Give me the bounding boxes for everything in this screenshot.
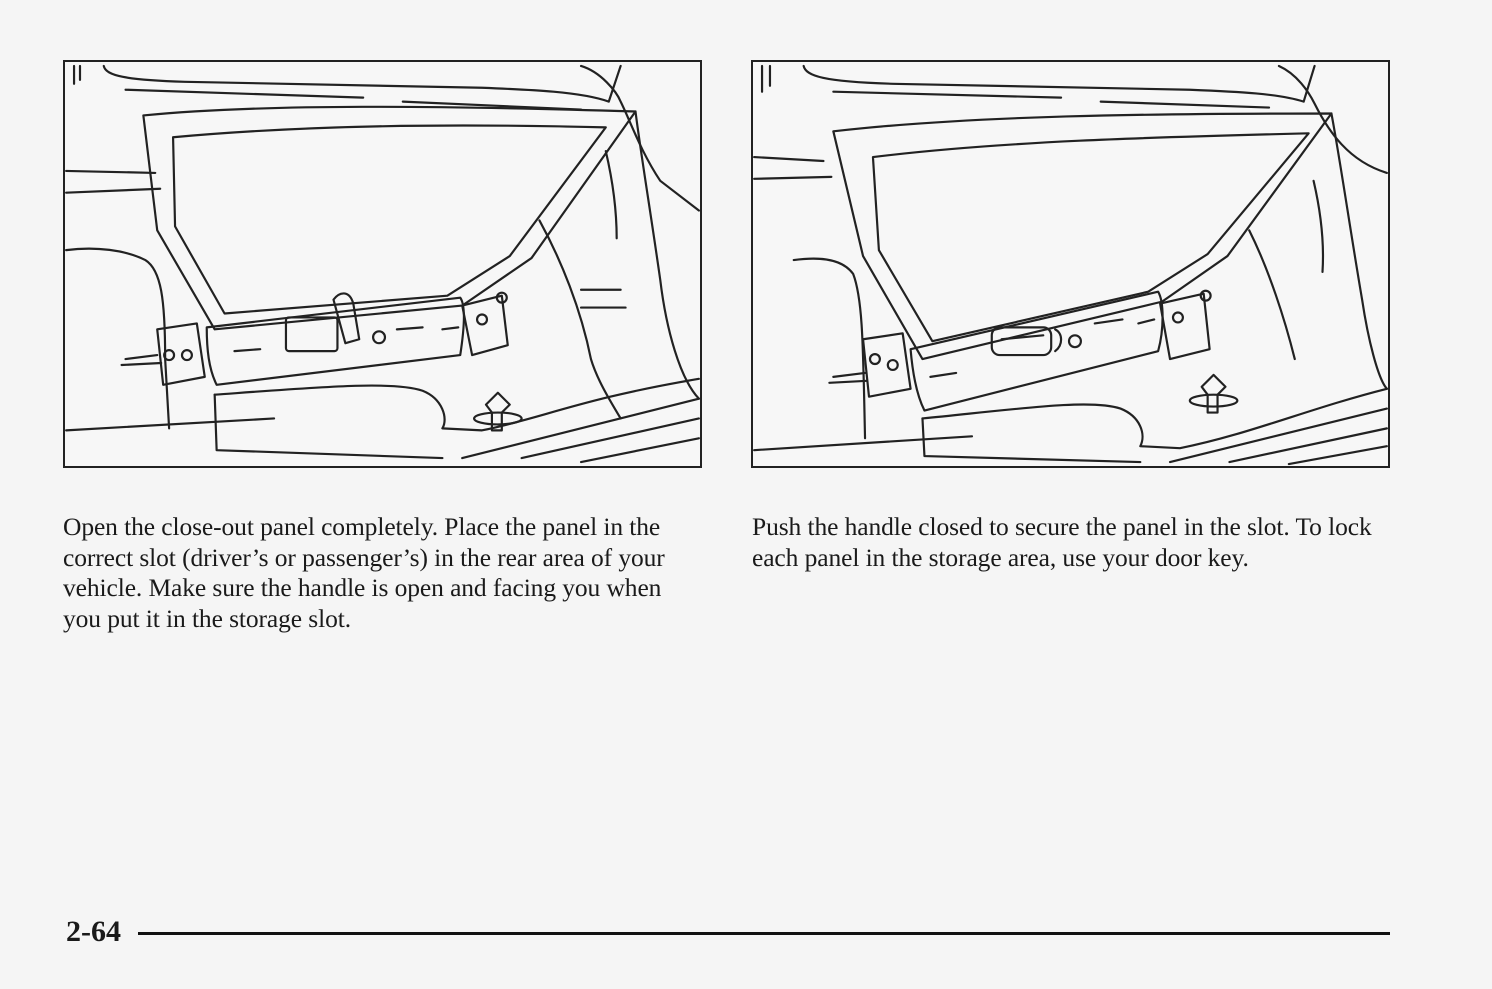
page-footer <box>66 912 1390 952</box>
footer-rule <box>138 932 1390 935</box>
page-number: 2-64 <box>66 915 121 948</box>
closeout-panel-handle-closed-illustration <box>751 60 1390 468</box>
caption-open-panel: Open the close-out panel completely. Place the panel in the correct slot (driver’s or passenger’s) in the rear area of your vehicle. Make sure the handle is open and facing you when you put it in the storage slot. <box>63 512 665 633</box>
closeout-panel-handle-open-illustration <box>63 60 702 468</box>
caption-close-handle: Push the handle closed to secure the panel in the slot. To lock each panel in the storage area, use your door key. <box>752 512 1372 572</box>
